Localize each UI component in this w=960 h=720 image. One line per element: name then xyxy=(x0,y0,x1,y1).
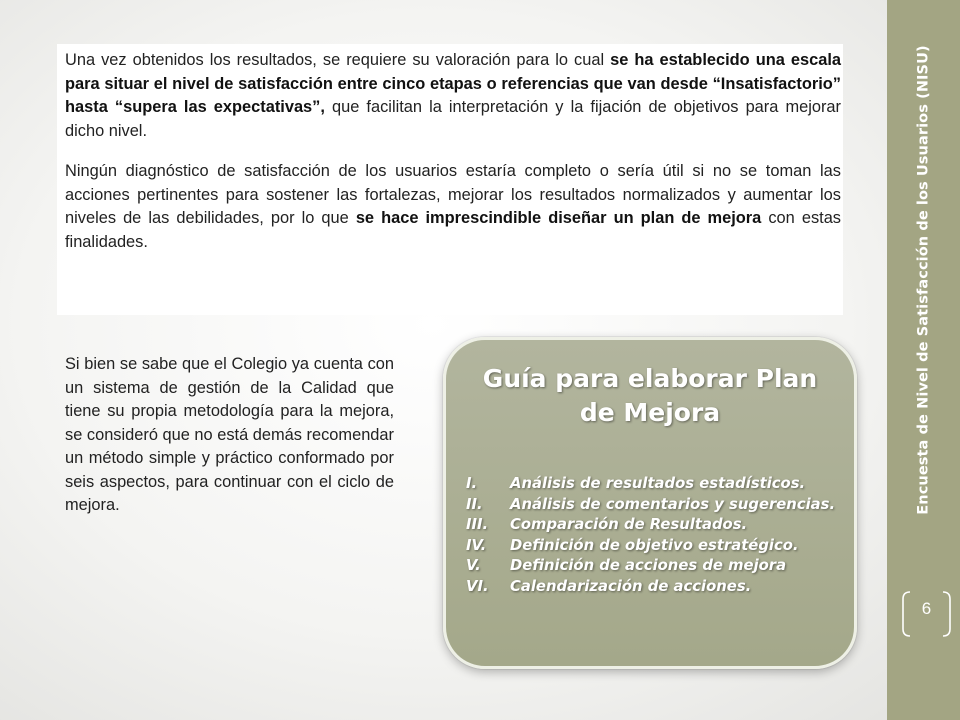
text-run: Ningún diagnóstico de satisfacción de los usuarios estaría completo o sería útil si no se toman las acciones pertinentes para sostener las fortalezas, mejorar los resultados normalizados y aumentar los niveles de las debilidades, por lo que xyxy=(65,162,841,227)
guide-steps-list xyxy=(466,474,836,597)
guide-step xyxy=(466,474,836,495)
bold-text-run: se ha establecido una escala para situar el nivel de satisfacción entre cinco etapas o referencias que van desde “Insatisfactorio” hasta “supera las expectativas”, xyxy=(65,51,841,116)
bold-text-run: se hace imprescindible diseñar un plan de mejora xyxy=(355,209,762,227)
guide-title xyxy=(446,362,854,430)
guide-step-text: Análisis de resultados estadísticos. xyxy=(510,475,806,492)
intro-text-block xyxy=(57,44,843,315)
guide-step-number: I. xyxy=(466,475,478,492)
side-paragraph: Si bien se sabe que el Colegio ya cuenta con un sistema de gestión de la Calidad que tiene su propia metodología para la mejora, se consideró que no está demás recomendar un método simple y práctico conformado por seis aspectos, para continuar con el ciclo de mejora. xyxy=(65,355,394,514)
sidebar-title: Encuesta de Nivel de Satisfacción de los Usuarios (NISU) xyxy=(915,45,932,515)
improvement-plan-guide-box xyxy=(443,337,857,669)
text-run: con estas finalidades. xyxy=(65,209,842,251)
guide-step-text: Definición de acciones de mejora xyxy=(510,557,787,574)
guide-step-text: Comparación de Resultados. xyxy=(510,516,748,533)
guide-title-line-2: de Mejora xyxy=(579,398,721,427)
guide-step-text: Calendarización de acciones. xyxy=(510,577,752,595)
guide-title-line-1: Guía para elaborar Plan xyxy=(482,364,818,393)
sidebar-title-wrap xyxy=(887,0,960,560)
guide-step xyxy=(466,495,836,516)
text-run: que facilitan la interpretación y la fijación de objetivos para mejorar dicho nivel. xyxy=(65,98,842,140)
guide-step xyxy=(466,536,836,557)
guide-step-text: Definición de objetivo estratégico. xyxy=(510,536,799,554)
side-text-block xyxy=(65,353,394,518)
text-run: Una vez obtenidos los resultados, se requiere su valoración para lo cual xyxy=(65,51,611,69)
page-number: 6 xyxy=(921,599,932,618)
guide-step-number: V. xyxy=(466,557,481,574)
guide-step-number: IV. xyxy=(466,536,487,554)
guide-step-number: VI. xyxy=(466,577,489,595)
guide-step xyxy=(466,556,836,577)
guide-step xyxy=(466,577,836,598)
guide-step-number: III. xyxy=(466,516,489,533)
guide-step xyxy=(466,515,836,536)
intro-paragraph-1 xyxy=(65,49,841,143)
guide-step-number: II. xyxy=(466,495,483,513)
guide-step-text: Análisis de comentarios y sugerencias. xyxy=(510,495,836,513)
intro-paragraph-2 xyxy=(65,160,841,254)
